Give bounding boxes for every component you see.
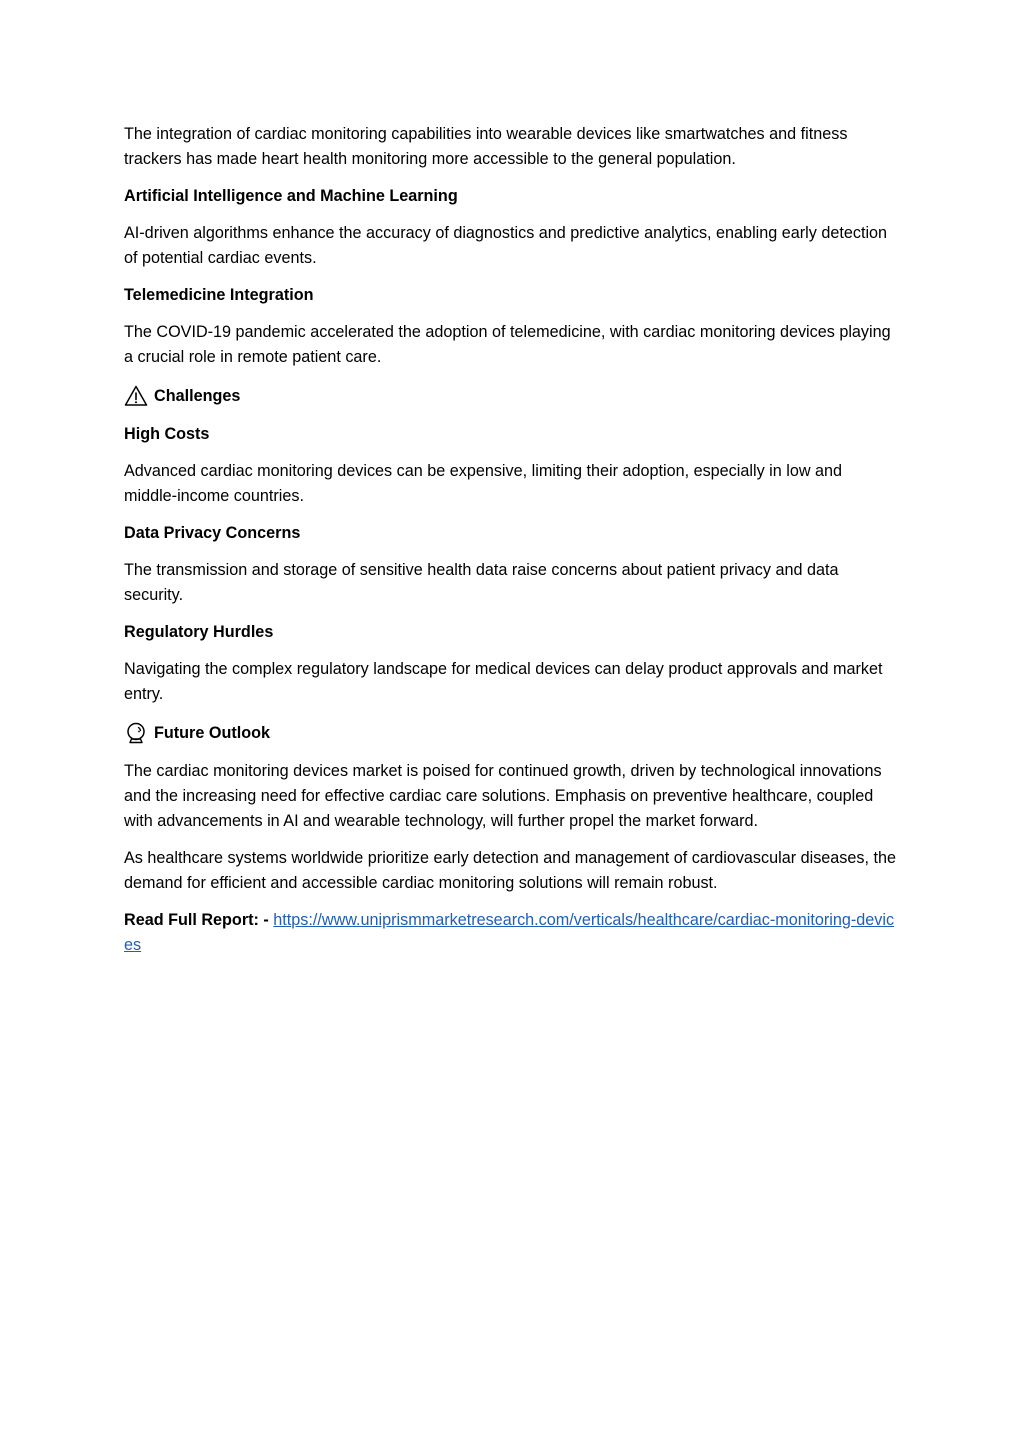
challenges-title: Challenges [154,387,241,405]
outlook-section-title [124,719,899,747]
ai-heading: Artificial Intelligence and Machine Learning [124,187,458,205]
crystal-ball-icon [124,721,148,745]
warning-icon [124,384,148,408]
high-costs-heading: High Costs [124,425,210,443]
regulatory-heading: Regulatory Hurdles [124,623,274,641]
data-privacy-heading: Data Privacy Concerns [124,524,301,542]
telemedicine-paragraph: The COVID-19 pandemic accelerated the adoption of telemedicine, with cardiac monitoring devices playing a crucial role in remote patient care. [124,323,891,366]
document-page [124,122,899,970]
data-privacy-paragraph: The transmission and storage of sensitive health data raise concerns about patient privacy and data security. [124,561,839,604]
challenges-section-title [124,382,899,410]
report-link[interactable]: https://www.uniprismmarketresearch.com/verticals/healthcare/cardiac-monitoring-devices [124,911,895,954]
high-costs-paragraph: Advanced cardiac monitoring devices can be expensive, limiting their adoption, especially in low and middle-income countries. [124,462,843,505]
report-line [124,908,899,958]
ai-paragraph: AI-driven algorithms enhance the accuracy of diagnostics and predictive analytics, enabling early detection of potential cardiac events. [124,224,888,267]
outlook-title: Future Outlook [154,724,270,742]
outlook-paragraph-2: As healthcare systems worldwide prioritize early detection and management of cardiovascular diseases, the demand for efficient and accessible cardiac monitoring solutions will remain robust. [124,849,896,892]
telemedicine-heading: Telemedicine Integration [124,286,314,304]
intro-paragraph: The integration of cardiac monitoring capabilities into wearable devices like smartwatches and fitness trackers has made heart health monitoring more accessible to the general population. [124,125,848,168]
report-label: Read Full Report: - [124,911,269,929]
regulatory-paragraph: Navigating the complex regulatory landscape for medical devices can delay product approvals and market entry. [124,660,883,703]
outlook-paragraph-1: The cardiac monitoring devices market is poised for continued growth, driven by technological innovations and the increasing need for effective cardiac care solutions. Emphasis on preventive healthcare, coupled with advancements in AI and wearable technology, will further propel the market forward. [124,762,882,830]
